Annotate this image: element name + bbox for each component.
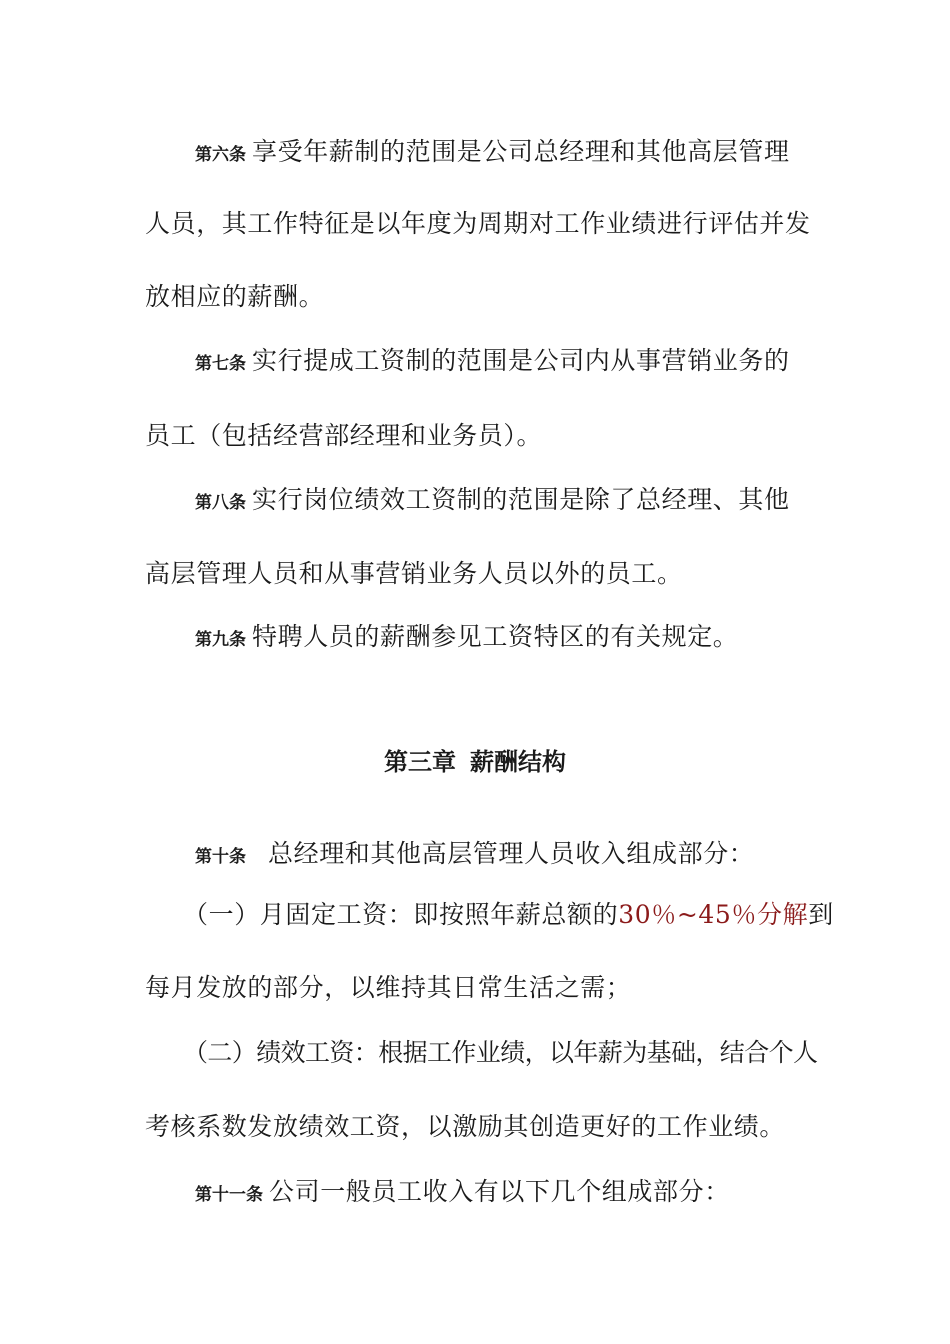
item-1-suffix: 到: [808, 900, 834, 929]
item-1-line-2: 每月发放的部分，以维持其日常生活之需；: [145, 973, 632, 1002]
article-6-line-3: 放相应的薪酬。: [145, 282, 325, 311]
item-1-line-1: [183, 898, 834, 932]
article-9-text-1: 特聘人员的薪酬参见工资特区的有关规定。: [252, 622, 739, 651]
article-11-line-1: [195, 1175, 810, 1212]
article-7-line-1: [195, 344, 810, 381]
article-8-label: 第八条: [195, 493, 246, 513]
article-10-text-1: 总经理和其他高层管理人员收入组成部分：: [268, 839, 755, 868]
article-7-line-2: 员工（包括经营部经理和业务员）。: [145, 421, 543, 450]
article-9-line-1: [195, 620, 810, 657]
article-6-line-2: 人员，其工作特征是以年度为周期对工作业绩进行评估并发: [145, 209, 811, 238]
article-8-line-2: 高层管理人员和从事营销业务人员以外的员工。: [145, 559, 683, 588]
article-9-label: 第九条: [195, 630, 246, 650]
chapter-heading: [0, 745, 950, 779]
item-1-prefix: （一）月固定工资：即按照年薪总额的: [183, 900, 619, 929]
article-11-text-1: 公司一般员工收入有以下几个组成部分：: [269, 1177, 730, 1206]
article-7-label: 第七条: [195, 354, 246, 374]
chapter-title: 薪酬结构: [470, 748, 566, 776]
article-10-line-1: [195, 837, 810, 874]
article-11-label: 第十一条: [195, 1185, 263, 1205]
article-6-label: 第六条: [195, 145, 246, 165]
article-7-text-1: 实行提成工资制的范围是公司内从事营销业务的: [252, 346, 790, 375]
article-10-label: 第十条: [195, 847, 246, 867]
item-1-highlight: 30％~45％分解: [618, 900, 809, 929]
article-8-line-1: [195, 483, 810, 520]
article-6-line-1: [195, 135, 810, 172]
article-6-text-1: 享受年薪制的范围是公司总经理和其他高层管理: [252, 137, 790, 166]
item-2-line-1: （二）绩效工资：根据工作业绩，以年薪为基础，结合个人: [183, 1038, 818, 1067]
item-2-line-2: 考核系数发放绩效工资，以激励其创造更好的工作业绩。: [145, 1112, 786, 1141]
article-8-text-1: 实行岗位绩效工资制的范围是除了总经理、其他: [252, 485, 790, 514]
chapter-number: 第三章: [384, 748, 456, 776]
